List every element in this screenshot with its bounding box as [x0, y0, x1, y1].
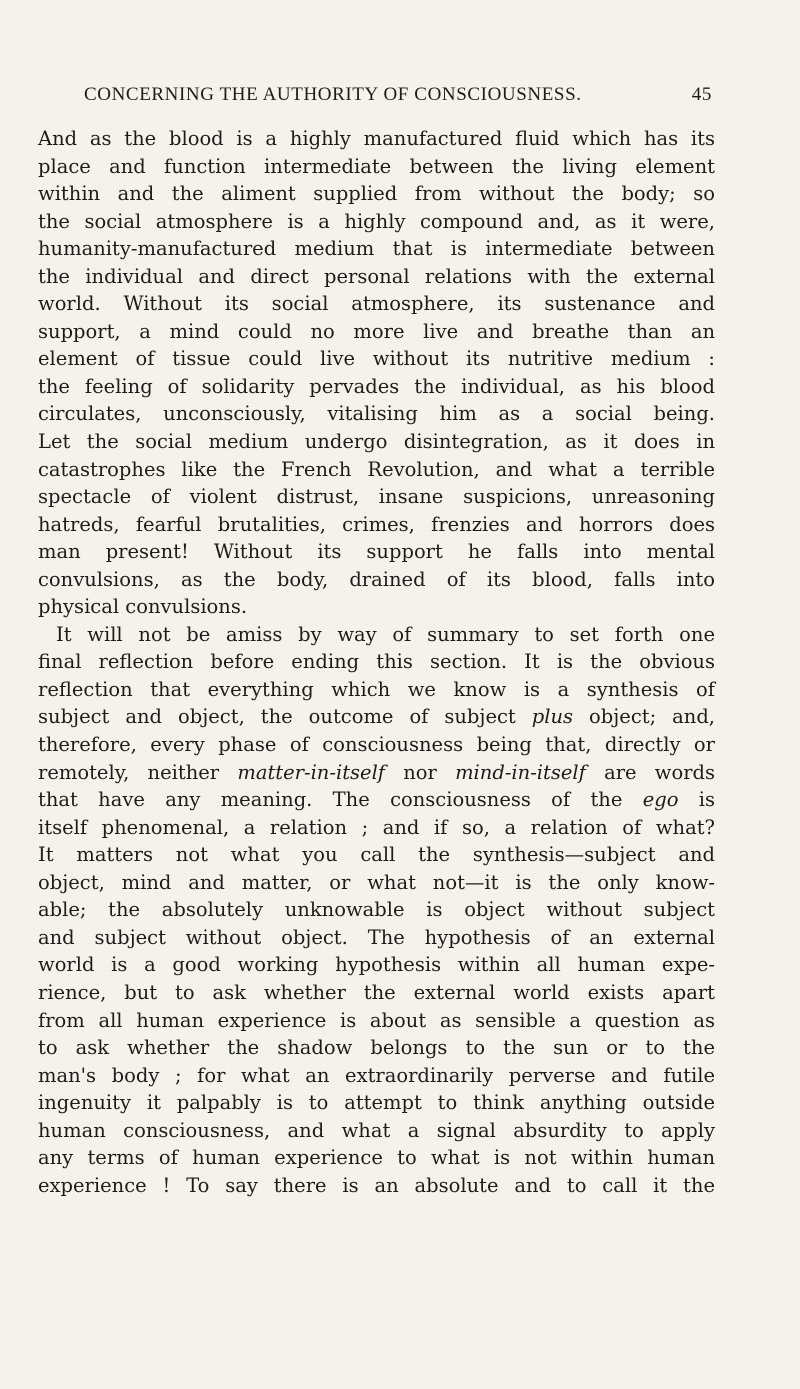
text-line: final reflection before ending this section. It is the obvious	[38, 650, 715, 674]
text-fragment: subject and object, the outcome of subject	[38, 705, 516, 729]
text-fragment: are words	[604, 760, 716, 784]
text-line: world is a good working hypothesis within all human expe-	[38, 953, 715, 977]
text-line: physical convulsions.	[38, 595, 248, 619]
text-line: the social atmosphere is a highly compound and, as it were,	[38, 209, 715, 233]
text-line: reflection that everything which we know is a synthesis of	[38, 677, 715, 701]
page-number: 45	[691, 84, 712, 105]
text-line: within and the aliment supplied from without the body; so	[38, 182, 715, 206]
text-line: ingenuity it palpably is to attempt to think anything outside	[38, 1091, 715, 1115]
text-fragment: remotely, neither	[38, 760, 220, 784]
text-fragment: nor	[403, 760, 437, 784]
text-line: man's body ; for what an extraordinarily perverse and futile	[38, 1063, 715, 1087]
emphasis-text: plus	[531, 705, 574, 729]
text-fragment: that have any meaning. The consciousness of the	[38, 788, 623, 812]
text-line: the feeling of solidarity pervades the individual, as his blood	[38, 374, 715, 398]
text-line: It matters not what you call the synthesis—subject and	[38, 843, 715, 867]
text-line: support, a mind could no more live and breathe than an	[38, 319, 715, 343]
text-line: object, mind and matter, or what not—it is the only know-	[38, 870, 715, 894]
text-line: and subject without object. The hypothesis of an external	[38, 925, 715, 949]
text-line: And as the blood is a highly manufactured fluid which has its	[38, 127, 715, 150]
text-fragment: object; and,	[589, 705, 716, 729]
text-line: itself phenomenal, a relation ; and if so, a relation of what?	[38, 815, 715, 839]
text-line: It will not be amiss by way of summary to set forth one	[56, 622, 715, 646]
text-line: circulates, unconsciously, vitalising him as a social being.	[38, 402, 715, 426]
text-line: any terms of human experience to what is not within human	[38, 1146, 715, 1170]
text-line: man present! Without its support he falls into mental	[38, 540, 715, 564]
text-line: to ask whether the shadow belongs to the sun or to the	[38, 1036, 715, 1060]
text-line: able; the absolutely unknowable is object without subject	[38, 898, 715, 922]
text-line: therefore, every phase of consciousness being that, directly or	[38, 733, 715, 757]
text-line: place and function intermediate between the living element	[38, 154, 715, 178]
text-line: from all human experience is about as sensible a question as	[38, 1008, 715, 1032]
text-line-with-emphasis	[38, 786, 715, 814]
text-line: Let the social medium undergo disintegration, as it does in	[38, 430, 715, 454]
text-line: element of tissue could live without its nutritive medium :	[38, 347, 715, 371]
running-head	[84, 84, 712, 112]
text-line: the individual and direct personal relations with the external	[38, 264, 715, 288]
text-line: rience, but to ask whether the external world exists apart	[38, 980, 715, 1004]
text-fragment: is	[698, 788, 716, 812]
running-head-title: CONCERNING THE AUTHORITY OF CONSCIOUSNESS.	[84, 84, 582, 105]
emphasis-text: matter-in-itself	[237, 760, 386, 784]
text-line: catastrophes like the French Revolution, and what a terrible	[38, 457, 715, 481]
text-line: convulsions, as the body, drained of its blood, falls into	[38, 567, 715, 591]
text-line: human consciousness, and what a signal absurdity to apply	[38, 1118, 715, 1142]
text-line: hatreds, fearful brutalities, crimes, frenzies and horrors does	[38, 512, 715, 536]
text-line: world. Without its social atmosphere, its sustenance and	[38, 292, 715, 316]
emphasis-text: mind-in-itself	[455, 760, 586, 784]
text-line-with-emphasis	[38, 759, 715, 787]
text-line: experience ! To say there is an absolute and to call it the	[38, 1173, 715, 1197]
emphasis-text: ego	[642, 788, 679, 812]
text-line-with-emphasis	[38, 703, 715, 731]
body-text	[38, 125, 715, 1199]
text-line: humanity-manufactured medium that is intermediate between	[38, 237, 715, 261]
text-line: spectacle of violent distrust, insane suspicions, unreasoning	[38, 485, 715, 509]
